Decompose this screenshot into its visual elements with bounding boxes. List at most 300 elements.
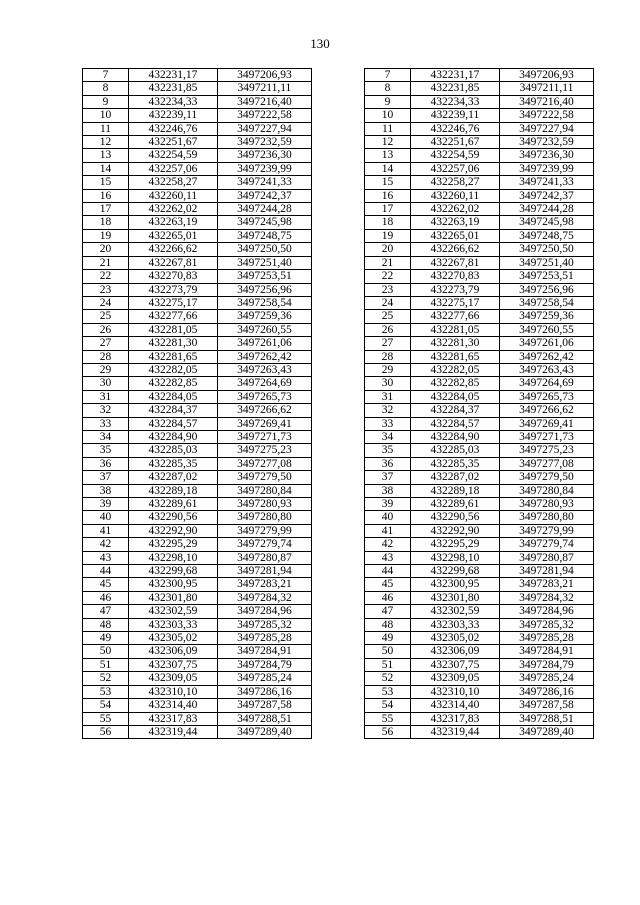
left-point-number-cell: 42 bbox=[83, 538, 129, 551]
right-point-number-cell: 53 bbox=[365, 685, 411, 698]
right-y-coordinate-cell: 3497286,16 bbox=[499, 685, 593, 698]
column-gap bbox=[311, 551, 364, 564]
table-row bbox=[83, 310, 594, 323]
right-y-coordinate-cell: 3497269,41 bbox=[499, 417, 593, 430]
right-x-coordinate-cell: 432303,33 bbox=[411, 618, 500, 631]
right-x-coordinate-cell: 432299,68 bbox=[411, 565, 500, 578]
column-gap bbox=[311, 377, 364, 390]
left-x-coordinate-cell: 432306,09 bbox=[128, 645, 217, 658]
right-x-coordinate-cell: 432254,59 bbox=[411, 149, 500, 162]
left-y-coordinate-cell: 3497248,75 bbox=[217, 229, 311, 242]
right-point-number-cell: 23 bbox=[365, 283, 411, 296]
left-point-number-cell: 12 bbox=[83, 136, 129, 149]
left-y-coordinate-cell: 3497262,42 bbox=[217, 350, 311, 363]
right-y-coordinate-cell: 3497289,40 bbox=[499, 725, 593, 738]
column-gap bbox=[311, 524, 364, 537]
left-x-coordinate-cell: 432301,80 bbox=[128, 591, 217, 604]
column-gap bbox=[311, 363, 364, 376]
left-point-number-cell: 45 bbox=[83, 578, 129, 591]
table-row bbox=[83, 350, 594, 363]
right-point-number-cell: 43 bbox=[365, 551, 411, 564]
right-point-number-cell: 26 bbox=[365, 323, 411, 336]
left-y-coordinate-cell: 3497275,23 bbox=[217, 444, 311, 457]
left-y-coordinate-cell: 3497281,94 bbox=[217, 565, 311, 578]
right-point-number-cell: 50 bbox=[365, 645, 411, 658]
table-row bbox=[83, 511, 594, 524]
left-x-coordinate-cell: 432266,62 bbox=[128, 243, 217, 256]
right-point-number-cell: 16 bbox=[365, 189, 411, 202]
column-gap bbox=[311, 136, 364, 149]
left-y-coordinate-cell: 3497266,62 bbox=[217, 404, 311, 417]
right-y-coordinate-cell: 3497251,40 bbox=[499, 256, 593, 269]
right-y-coordinate-cell: 3497227,94 bbox=[499, 122, 593, 135]
table-row bbox=[83, 229, 594, 242]
column-gap bbox=[311, 229, 364, 242]
left-point-number-cell: 24 bbox=[83, 296, 129, 309]
right-point-number-cell: 15 bbox=[365, 176, 411, 189]
right-y-coordinate-cell: 3497256,96 bbox=[499, 283, 593, 296]
right-x-coordinate-cell: 432292,90 bbox=[411, 524, 500, 537]
right-y-coordinate-cell: 3497280,80 bbox=[499, 511, 593, 524]
right-y-coordinate-cell: 3497248,75 bbox=[499, 229, 593, 242]
right-x-coordinate-cell: 432298,10 bbox=[411, 551, 500, 564]
left-point-number-cell: 19 bbox=[83, 229, 129, 242]
right-y-coordinate-cell: 3497241,33 bbox=[499, 176, 593, 189]
right-y-coordinate-cell: 3497288,51 bbox=[499, 712, 593, 725]
left-x-coordinate-cell: 432314,40 bbox=[128, 699, 217, 712]
left-y-coordinate-cell: 3497236,30 bbox=[217, 149, 311, 162]
left-y-coordinate-cell: 3497286,16 bbox=[217, 685, 311, 698]
left-point-number-cell: 23 bbox=[83, 283, 129, 296]
right-y-coordinate-cell: 3497263,43 bbox=[499, 363, 593, 376]
left-point-number-cell: 41 bbox=[83, 524, 129, 537]
left-x-coordinate-cell: 432258,27 bbox=[128, 176, 217, 189]
left-point-number-cell: 20 bbox=[83, 243, 129, 256]
left-point-number-cell: 47 bbox=[83, 605, 129, 618]
right-y-coordinate-cell: 3497244,28 bbox=[499, 203, 593, 216]
left-y-coordinate-cell: 3497271,73 bbox=[217, 430, 311, 443]
left-x-coordinate-cell: 432309,05 bbox=[128, 672, 217, 685]
column-gap bbox=[311, 632, 364, 645]
column-gap bbox=[311, 283, 364, 296]
column-gap bbox=[311, 95, 364, 108]
left-y-coordinate-cell: 3497241,33 bbox=[217, 176, 311, 189]
left-y-coordinate-cell: 3497258,54 bbox=[217, 296, 311, 309]
right-x-coordinate-cell: 432285,03 bbox=[411, 444, 500, 457]
left-y-coordinate-cell: 3497277,08 bbox=[217, 457, 311, 470]
table-row bbox=[83, 672, 594, 685]
right-point-number-cell: 35 bbox=[365, 444, 411, 457]
right-point-number-cell: 12 bbox=[365, 136, 411, 149]
table-row bbox=[83, 176, 594, 189]
table-row bbox=[83, 82, 594, 95]
right-point-number-cell: 19 bbox=[365, 229, 411, 242]
left-point-number-cell: 49 bbox=[83, 632, 129, 645]
right-x-coordinate-cell: 432234,33 bbox=[411, 95, 500, 108]
right-point-number-cell: 7 bbox=[365, 69, 411, 82]
table-row bbox=[83, 417, 594, 430]
right-x-coordinate-cell: 432266,62 bbox=[411, 243, 500, 256]
right-x-coordinate-cell: 432273,79 bbox=[411, 283, 500, 296]
left-y-coordinate-cell: 3497279,74 bbox=[217, 538, 311, 551]
left-point-number-cell: 13 bbox=[83, 149, 129, 162]
left-point-number-cell: 31 bbox=[83, 390, 129, 403]
table-row bbox=[83, 122, 594, 135]
right-point-number-cell: 47 bbox=[365, 605, 411, 618]
left-y-coordinate-cell: 3497284,32 bbox=[217, 591, 311, 604]
right-point-number-cell: 31 bbox=[365, 390, 411, 403]
table-row bbox=[83, 323, 594, 336]
left-point-number-cell: 28 bbox=[83, 350, 129, 363]
right-y-coordinate-cell: 3497242,37 bbox=[499, 189, 593, 202]
column-gap bbox=[311, 162, 364, 175]
left-point-number-cell: 52 bbox=[83, 672, 129, 685]
right-y-coordinate-cell: 3497283,21 bbox=[499, 578, 593, 591]
left-x-coordinate-cell: 432302,59 bbox=[128, 605, 217, 618]
right-x-coordinate-cell: 432281,65 bbox=[411, 350, 500, 363]
table-row bbox=[83, 645, 594, 658]
left-y-coordinate-cell: 3497222,58 bbox=[217, 109, 311, 122]
left-y-coordinate-cell: 3497206,93 bbox=[217, 69, 311, 82]
right-y-coordinate-cell: 3497206,93 bbox=[499, 69, 593, 82]
column-gap bbox=[311, 310, 364, 323]
right-x-coordinate-cell: 432287,02 bbox=[411, 471, 500, 484]
right-x-coordinate-cell: 432281,05 bbox=[411, 323, 500, 336]
left-point-number-cell: 51 bbox=[83, 658, 129, 671]
left-point-number-cell: 35 bbox=[83, 444, 129, 457]
right-x-coordinate-cell: 432231,17 bbox=[411, 69, 500, 82]
right-point-number-cell: 34 bbox=[365, 430, 411, 443]
left-x-coordinate-cell: 432277,66 bbox=[128, 310, 217, 323]
left-x-coordinate-cell: 432299,68 bbox=[128, 565, 217, 578]
column-gap bbox=[311, 69, 364, 82]
right-point-number-cell: 38 bbox=[365, 484, 411, 497]
left-point-number-cell: 22 bbox=[83, 270, 129, 283]
left-x-coordinate-cell: 432284,90 bbox=[128, 430, 217, 443]
left-point-number-cell: 39 bbox=[83, 498, 129, 511]
left-y-coordinate-cell: 3497285,32 bbox=[217, 618, 311, 631]
right-x-coordinate-cell: 432289,61 bbox=[411, 498, 500, 511]
column-gap bbox=[311, 725, 364, 738]
right-point-number-cell: 54 bbox=[365, 699, 411, 712]
column-gap bbox=[311, 82, 364, 95]
right-y-coordinate-cell: 3497284,32 bbox=[499, 591, 593, 604]
column-gap bbox=[311, 430, 364, 443]
right-point-number-cell: 36 bbox=[365, 457, 411, 470]
column-gap bbox=[311, 591, 364, 604]
right-y-coordinate-cell: 3497253,51 bbox=[499, 270, 593, 283]
table-row bbox=[83, 591, 594, 604]
column-gap bbox=[311, 658, 364, 671]
right-x-coordinate-cell: 432285,35 bbox=[411, 457, 500, 470]
column-gap bbox=[311, 216, 364, 229]
table-row bbox=[83, 444, 594, 457]
right-x-coordinate-cell: 432319,44 bbox=[411, 725, 500, 738]
left-y-coordinate-cell: 3497288,51 bbox=[217, 712, 311, 725]
left-y-coordinate-cell: 3497279,99 bbox=[217, 524, 311, 537]
left-y-coordinate-cell: 3497256,96 bbox=[217, 283, 311, 296]
table-row bbox=[83, 216, 594, 229]
right-x-coordinate-cell: 432251,67 bbox=[411, 136, 500, 149]
table-row bbox=[83, 712, 594, 725]
right-y-coordinate-cell: 3497280,93 bbox=[499, 498, 593, 511]
page-number: 130 bbox=[310, 36, 330, 51]
left-x-coordinate-cell: 432289,61 bbox=[128, 498, 217, 511]
column-gap bbox=[311, 578, 364, 591]
right-point-number-cell: 40 bbox=[365, 511, 411, 524]
table-row bbox=[83, 565, 594, 578]
left-y-coordinate-cell: 3497251,40 bbox=[217, 256, 311, 269]
left-y-coordinate-cell: 3497250,50 bbox=[217, 243, 311, 256]
left-x-coordinate-cell: 432251,67 bbox=[128, 136, 217, 149]
right-y-coordinate-cell: 3497266,62 bbox=[499, 404, 593, 417]
table-row bbox=[83, 404, 594, 417]
right-point-number-cell: 49 bbox=[365, 632, 411, 645]
right-point-number-cell: 21 bbox=[365, 256, 411, 269]
right-x-coordinate-cell: 432281,30 bbox=[411, 337, 500, 350]
left-x-coordinate-cell: 432281,65 bbox=[128, 350, 217, 363]
left-y-coordinate-cell: 3497260,55 bbox=[217, 323, 311, 336]
right-y-coordinate-cell: 3497262,42 bbox=[499, 350, 593, 363]
right-x-coordinate-cell: 432282,05 bbox=[411, 363, 500, 376]
left-x-coordinate-cell: 432267,81 bbox=[128, 256, 217, 269]
right-y-coordinate-cell: 3497236,30 bbox=[499, 149, 593, 162]
left-y-coordinate-cell: 3497285,28 bbox=[217, 632, 311, 645]
left-y-coordinate-cell: 3497227,94 bbox=[217, 122, 311, 135]
left-x-coordinate-cell: 432257,06 bbox=[128, 162, 217, 175]
column-gap bbox=[311, 390, 364, 403]
table-row bbox=[83, 658, 594, 671]
left-point-number-cell: 55 bbox=[83, 712, 129, 725]
table-row bbox=[83, 605, 594, 618]
right-y-coordinate-cell: 3497287,58 bbox=[499, 699, 593, 712]
left-y-coordinate-cell: 3497265,73 bbox=[217, 390, 311, 403]
table-row bbox=[83, 149, 594, 162]
right-point-number-cell: 29 bbox=[365, 363, 411, 376]
table-row bbox=[83, 256, 594, 269]
table-row bbox=[83, 283, 594, 296]
right-x-coordinate-cell: 432262,02 bbox=[411, 203, 500, 216]
left-point-number-cell: 8 bbox=[83, 82, 129, 95]
left-point-number-cell: 44 bbox=[83, 565, 129, 578]
right-point-number-cell: 28 bbox=[365, 350, 411, 363]
table-row bbox=[83, 498, 594, 511]
right-y-coordinate-cell: 3497285,24 bbox=[499, 672, 593, 685]
right-point-number-cell: 37 bbox=[365, 471, 411, 484]
left-y-coordinate-cell: 3497284,96 bbox=[217, 605, 311, 618]
left-point-number-cell: 54 bbox=[83, 699, 129, 712]
right-x-coordinate-cell: 432246,76 bbox=[411, 122, 500, 135]
right-x-coordinate-cell: 432314,40 bbox=[411, 699, 500, 712]
right-point-number-cell: 25 bbox=[365, 310, 411, 323]
right-x-coordinate-cell: 432257,06 bbox=[411, 162, 500, 175]
table-row bbox=[83, 189, 594, 202]
left-x-coordinate-cell: 432319,44 bbox=[128, 725, 217, 738]
right-x-coordinate-cell: 432307,75 bbox=[411, 658, 500, 671]
right-x-coordinate-cell: 432317,83 bbox=[411, 712, 500, 725]
table-row bbox=[83, 685, 594, 698]
column-gap bbox=[311, 498, 364, 511]
left-point-number-cell: 48 bbox=[83, 618, 129, 631]
right-point-number-cell: 17 bbox=[365, 203, 411, 216]
right-point-number-cell: 24 bbox=[365, 296, 411, 309]
left-y-coordinate-cell: 3497285,24 bbox=[217, 672, 311, 685]
right-x-coordinate-cell: 432263,19 bbox=[411, 216, 500, 229]
right-x-coordinate-cell: 432284,57 bbox=[411, 417, 500, 430]
table-row bbox=[83, 162, 594, 175]
right-point-number-cell: 20 bbox=[365, 243, 411, 256]
right-point-number-cell: 48 bbox=[365, 618, 411, 631]
column-gap bbox=[311, 350, 364, 363]
left-y-coordinate-cell: 3497232,59 bbox=[217, 136, 311, 149]
table-row bbox=[83, 618, 594, 631]
left-x-coordinate-cell: 432284,37 bbox=[128, 404, 217, 417]
left-y-coordinate-cell: 3497280,87 bbox=[217, 551, 311, 564]
column-gap bbox=[311, 538, 364, 551]
left-point-number-cell: 21 bbox=[83, 256, 129, 269]
left-point-number-cell: 7 bbox=[83, 69, 129, 82]
left-x-coordinate-cell: 432292,90 bbox=[128, 524, 217, 537]
right-x-coordinate-cell: 432258,27 bbox=[411, 176, 500, 189]
left-x-coordinate-cell: 432260,11 bbox=[128, 189, 217, 202]
right-y-coordinate-cell: 3497260,55 bbox=[499, 323, 593, 336]
column-gap bbox=[311, 618, 364, 631]
left-point-number-cell: 26 bbox=[83, 323, 129, 336]
left-point-number-cell: 43 bbox=[83, 551, 129, 564]
left-y-coordinate-cell: 3497245,98 bbox=[217, 216, 311, 229]
left-point-number-cell: 38 bbox=[83, 484, 129, 497]
right-x-coordinate-cell: 432267,81 bbox=[411, 256, 500, 269]
column-gap bbox=[311, 417, 364, 430]
right-y-coordinate-cell: 3497261,06 bbox=[499, 337, 593, 350]
right-point-number-cell: 51 bbox=[365, 658, 411, 671]
left-point-number-cell: 53 bbox=[83, 685, 129, 698]
right-y-coordinate-cell: 3497216,40 bbox=[499, 95, 593, 108]
left-x-coordinate-cell: 432284,57 bbox=[128, 417, 217, 430]
left-x-coordinate-cell: 432285,03 bbox=[128, 444, 217, 457]
column-gap bbox=[311, 605, 364, 618]
right-y-coordinate-cell: 3497239,99 bbox=[499, 162, 593, 175]
left-y-coordinate-cell: 3497211,11 bbox=[217, 82, 311, 95]
table-row bbox=[83, 109, 594, 122]
left-y-coordinate-cell: 3497263,43 bbox=[217, 363, 311, 376]
left-y-coordinate-cell: 3497283,21 bbox=[217, 578, 311, 591]
right-point-number-cell: 13 bbox=[365, 149, 411, 162]
left-x-coordinate-cell: 432289,18 bbox=[128, 484, 217, 497]
table-row bbox=[83, 538, 594, 551]
column-gap bbox=[311, 189, 364, 202]
column-gap bbox=[311, 565, 364, 578]
right-x-coordinate-cell: 432265,01 bbox=[411, 229, 500, 242]
left-x-coordinate-cell: 432295,29 bbox=[128, 538, 217, 551]
table-row bbox=[83, 136, 594, 149]
left-x-coordinate-cell: 432263,19 bbox=[128, 216, 217, 229]
right-y-coordinate-cell: 3497284,96 bbox=[499, 605, 593, 618]
right-x-coordinate-cell: 432300,95 bbox=[411, 578, 500, 591]
table-row bbox=[83, 390, 594, 403]
left-x-coordinate-cell: 432262,02 bbox=[128, 203, 217, 216]
left-x-coordinate-cell: 432273,79 bbox=[128, 283, 217, 296]
left-y-coordinate-cell: 3497280,80 bbox=[217, 511, 311, 524]
table-row bbox=[83, 578, 594, 591]
right-y-coordinate-cell: 3497277,08 bbox=[499, 457, 593, 470]
table-row bbox=[83, 363, 594, 376]
column-gap bbox=[311, 122, 364, 135]
table-row bbox=[83, 69, 594, 82]
left-y-coordinate-cell: 3497289,40 bbox=[217, 725, 311, 738]
right-x-coordinate-cell: 432295,29 bbox=[411, 538, 500, 551]
left-x-coordinate-cell: 432281,30 bbox=[128, 337, 217, 350]
right-y-coordinate-cell: 3497275,23 bbox=[499, 444, 593, 457]
column-gap bbox=[311, 672, 364, 685]
column-gap bbox=[311, 457, 364, 470]
right-point-number-cell: 33 bbox=[365, 417, 411, 430]
table-row bbox=[83, 203, 594, 216]
right-y-coordinate-cell: 3497280,87 bbox=[499, 551, 593, 564]
table-row bbox=[83, 337, 594, 350]
left-x-coordinate-cell: 432275,17 bbox=[128, 296, 217, 309]
right-x-coordinate-cell: 432290,56 bbox=[411, 511, 500, 524]
table-row bbox=[83, 457, 594, 470]
left-x-coordinate-cell: 432290,56 bbox=[128, 511, 217, 524]
right-point-number-cell: 11 bbox=[365, 122, 411, 135]
left-y-coordinate-cell: 3497284,79 bbox=[217, 658, 311, 671]
column-gap bbox=[311, 404, 364, 417]
left-point-number-cell: 17 bbox=[83, 203, 129, 216]
column-gap bbox=[311, 256, 364, 269]
right-point-number-cell: 8 bbox=[365, 82, 411, 95]
table-row bbox=[83, 484, 594, 497]
left-y-coordinate-cell: 3497242,37 bbox=[217, 189, 311, 202]
left-point-number-cell: 29 bbox=[83, 363, 129, 376]
right-point-number-cell: 27 bbox=[365, 337, 411, 350]
right-x-coordinate-cell: 432301,80 bbox=[411, 591, 500, 604]
right-y-coordinate-cell: 3497211,11 bbox=[499, 82, 593, 95]
right-x-coordinate-cell: 432302,59 bbox=[411, 605, 500, 618]
left-y-coordinate-cell: 3497264,69 bbox=[217, 377, 311, 390]
left-y-coordinate-cell: 3497239,99 bbox=[217, 162, 311, 175]
table-row bbox=[83, 430, 594, 443]
left-point-number-cell: 15 bbox=[83, 176, 129, 189]
right-point-number-cell: 45 bbox=[365, 578, 411, 591]
right-y-coordinate-cell: 3497232,59 bbox=[499, 136, 593, 149]
right-x-coordinate-cell: 432231,85 bbox=[411, 82, 500, 95]
right-y-coordinate-cell: 3497284,79 bbox=[499, 658, 593, 671]
left-x-coordinate-cell: 432231,85 bbox=[128, 82, 217, 95]
table-row bbox=[83, 471, 594, 484]
right-x-coordinate-cell: 432284,37 bbox=[411, 404, 500, 417]
left-x-coordinate-cell: 432298,10 bbox=[128, 551, 217, 564]
left-point-number-cell: 25 bbox=[83, 310, 129, 323]
left-x-coordinate-cell: 432285,35 bbox=[128, 457, 217, 470]
column-gap bbox=[311, 296, 364, 309]
right-y-coordinate-cell: 3497284,91 bbox=[499, 645, 593, 658]
left-point-number-cell: 40 bbox=[83, 511, 129, 524]
right-y-coordinate-cell: 3497281,94 bbox=[499, 565, 593, 578]
left-x-coordinate-cell: 432234,33 bbox=[128, 95, 217, 108]
left-y-coordinate-cell: 3497279,50 bbox=[217, 471, 311, 484]
right-point-number-cell: 30 bbox=[365, 377, 411, 390]
left-x-coordinate-cell: 432307,75 bbox=[128, 658, 217, 671]
right-point-number-cell: 18 bbox=[365, 216, 411, 229]
left-y-coordinate-cell: 3497216,40 bbox=[217, 95, 311, 108]
right-point-number-cell: 41 bbox=[365, 524, 411, 537]
left-x-coordinate-cell: 432239,11 bbox=[128, 109, 217, 122]
column-gap bbox=[311, 471, 364, 484]
left-y-coordinate-cell: 3497280,93 bbox=[217, 498, 311, 511]
column-gap bbox=[311, 712, 364, 725]
left-x-coordinate-cell: 432300,95 bbox=[128, 578, 217, 591]
